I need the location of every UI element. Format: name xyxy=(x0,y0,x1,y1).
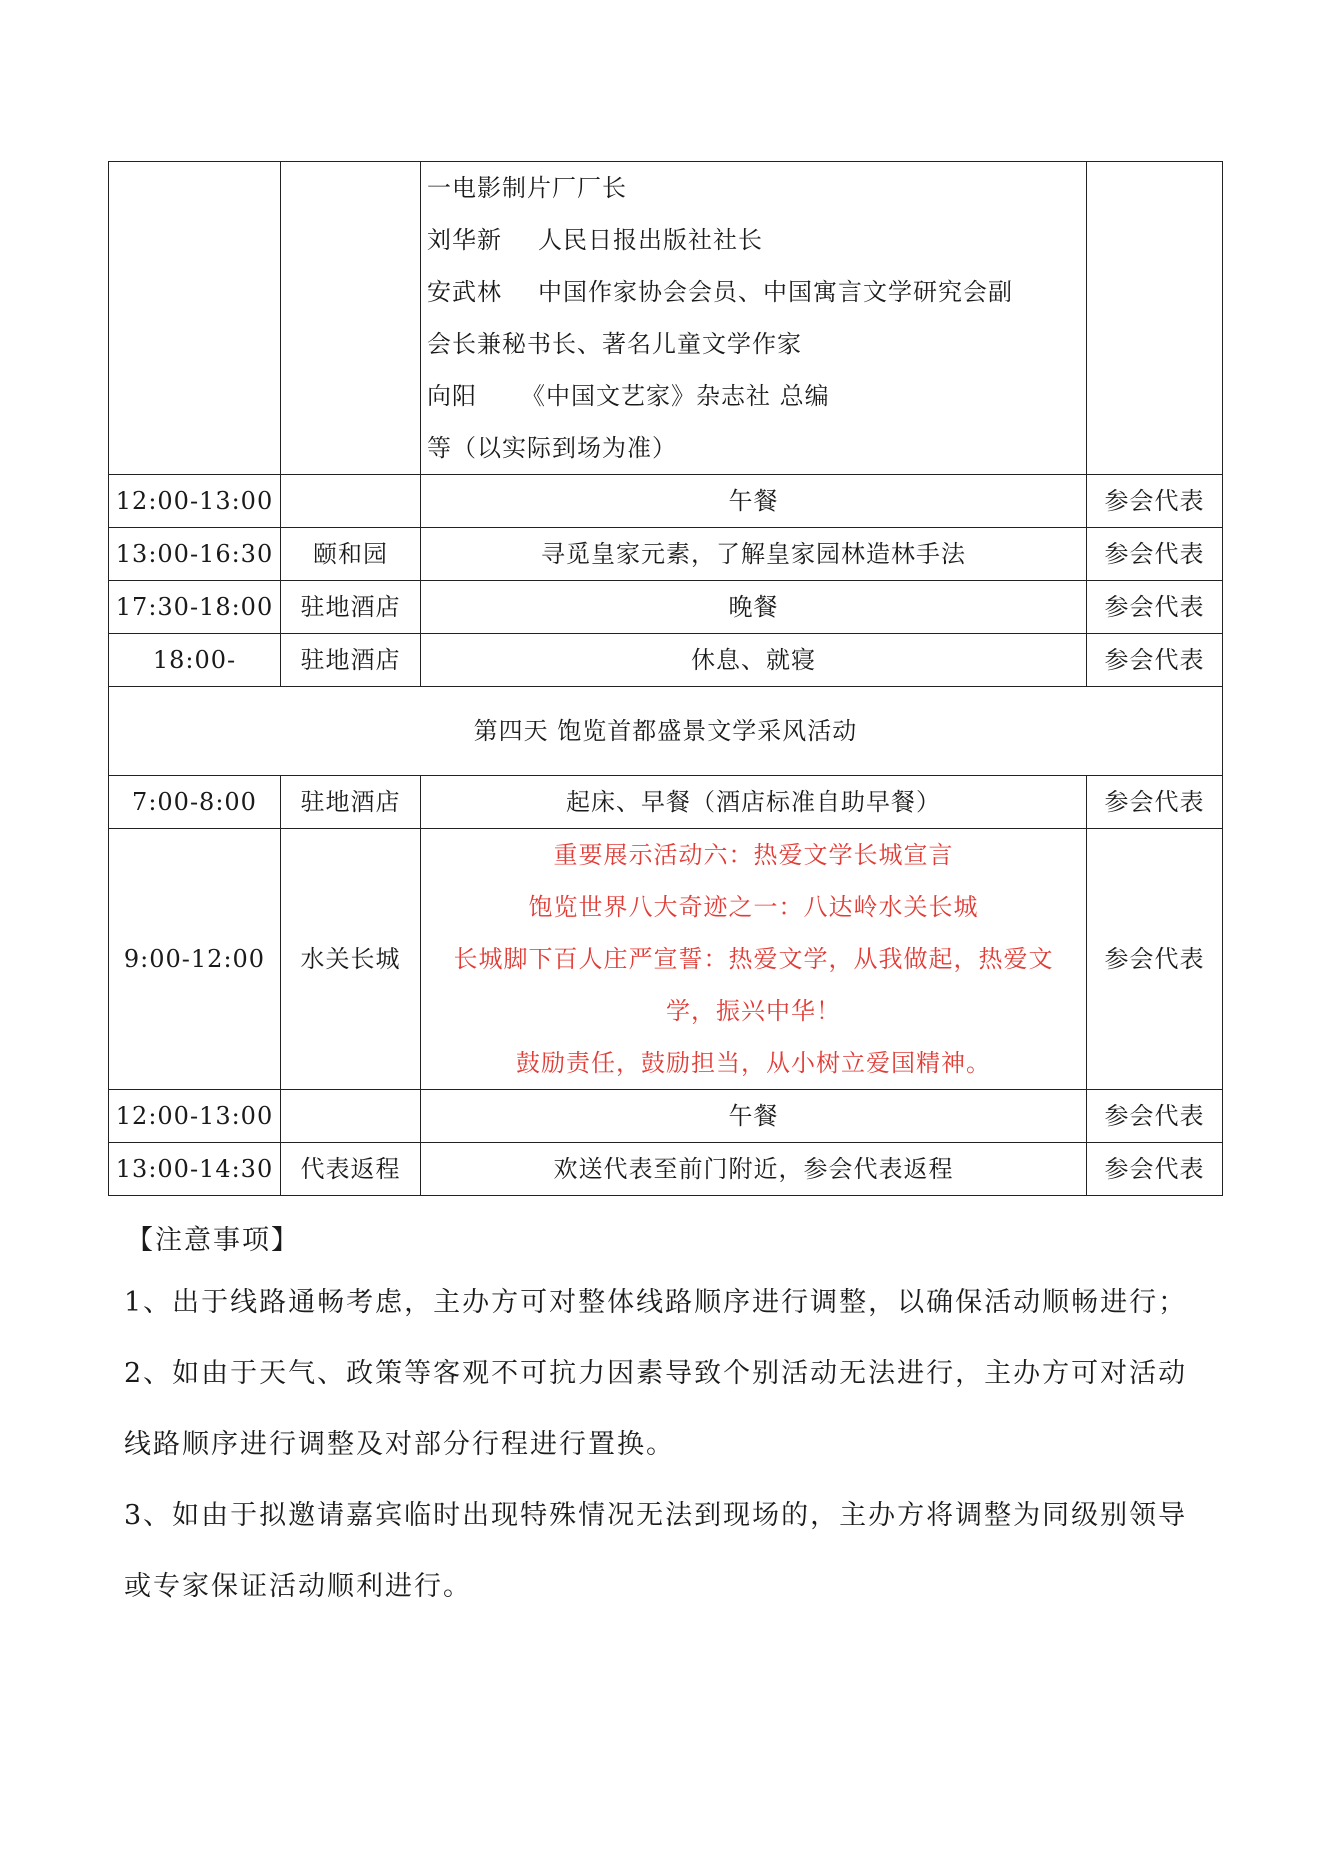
cell-activity: 欢送代表至前门附近，参会代表返程 xyxy=(421,1143,1087,1196)
cell-activity: 晚餐 xyxy=(421,581,1087,634)
table-row xyxy=(109,581,1223,634)
table-row xyxy=(109,776,1223,829)
cell-time: 7:00-8:00 xyxy=(109,776,281,829)
highlight-line: 重要展示活动六：热爱文学长城宣言 xyxy=(553,841,954,869)
notes-section xyxy=(124,1215,1214,1622)
cell-place: 颐和园 xyxy=(281,528,421,581)
table-row-greatwall xyxy=(109,829,1223,1090)
notes-title: 【注意事项】 xyxy=(126,1225,300,1256)
cell-activity: 寻觅皇家元素，了解皇家园林造林手法 xyxy=(421,528,1087,581)
note-item-3: 3、如由于拟邀请嘉宾临时出现特殊情况无法到现场的，主办方将调整为同级别领导或专家保证活动顺利进行。 xyxy=(124,1500,1188,1602)
cell-time: 17:30-18:00 xyxy=(109,581,281,634)
cell-time: 13:00-16:30 xyxy=(109,528,281,581)
cell-time: 12:00-13:00 xyxy=(109,1090,281,1143)
cell-place xyxy=(281,1090,421,1143)
guest-line: 安武林 中国作家协会会员、中国寓言文学研究会副 xyxy=(427,278,1013,306)
cell-time: 18:00- xyxy=(109,634,281,687)
table-row xyxy=(109,1143,1223,1196)
guest-line: 刘华新 人民日报出版社社长 xyxy=(427,226,763,254)
cell-activity: 午餐 xyxy=(421,475,1087,528)
cell-activity: 休息、就寝 xyxy=(421,634,1087,687)
highlight-line: 学，振兴中华！ xyxy=(666,997,841,1025)
highlight-line: 饱览世界八大奇迹之一：八达岭水关长城 xyxy=(528,893,979,921)
cell-who: 参会代表 xyxy=(1087,1090,1223,1143)
cell-activity: 午餐 xyxy=(421,1090,1087,1143)
table-row xyxy=(109,634,1223,687)
cell-place xyxy=(281,475,421,528)
table-row xyxy=(109,528,1223,581)
cell-time: 9:00-12:00 xyxy=(109,829,281,1090)
table-row-guests xyxy=(109,162,1223,475)
note-item-1: 1、出于线路通畅考虑，主办方可对整体线路顺序进行调整，以确保活动顺畅进行； xyxy=(124,1287,1188,1318)
cell-place: 驻地酒店 xyxy=(281,776,421,829)
cell-place: 代表返程 xyxy=(281,1143,421,1196)
guest-line: 一电影制片厂厂长 xyxy=(427,174,627,202)
cell-place xyxy=(281,162,421,475)
guest-line: 会长兼秘书长、著名儿童文学作家 xyxy=(427,330,802,358)
table-row xyxy=(109,475,1223,528)
cell-activity-highlight xyxy=(421,829,1087,1090)
guest-list-cell xyxy=(421,162,1087,475)
cell-place: 驻地酒店 xyxy=(281,581,421,634)
cell-who xyxy=(1087,162,1223,475)
schedule-table xyxy=(108,161,1223,1196)
guest-line: 等（以实际到场为准） xyxy=(427,434,677,462)
table-row xyxy=(109,1090,1223,1143)
note-item-2: 2、如由于天气、政策等客观不可抗力因素导致个别活动无法进行，主办方可对活动线路顺序进行调整及对部分行程进行置换。 xyxy=(124,1358,1188,1460)
cell-who: 参会代表 xyxy=(1087,829,1223,1090)
cell-who: 参会代表 xyxy=(1087,1143,1223,1196)
day-header-row xyxy=(109,687,1223,776)
day4-header: 第四天 饱览首都盛景文学采风活动 xyxy=(109,687,1223,776)
highlight-line: 长城脚下百人庄严宣誓：热爱文学，从我做起，热爱文 xyxy=(453,945,1054,973)
guest-line: 向阳 《中国文艺家》杂志社 总编 xyxy=(427,382,830,410)
highlight-line: 鼓励责任，鼓励担当，从小树立爱国精神。 xyxy=(516,1049,991,1077)
cell-activity: 起床、早餐（酒店标准自助早餐） xyxy=(421,776,1087,829)
cell-who: 参会代表 xyxy=(1087,528,1223,581)
cell-place: 驻地酒店 xyxy=(281,634,421,687)
cell-who: 参会代表 xyxy=(1087,475,1223,528)
cell-time: 13:00-14:30 xyxy=(109,1143,281,1196)
cell-place: 水关长城 xyxy=(281,829,421,1090)
cell-time xyxy=(109,162,281,475)
cell-who: 参会代表 xyxy=(1087,634,1223,687)
cell-who: 参会代表 xyxy=(1087,776,1223,829)
cell-time: 12:00-13:00 xyxy=(109,475,281,528)
cell-who: 参会代表 xyxy=(1087,581,1223,634)
